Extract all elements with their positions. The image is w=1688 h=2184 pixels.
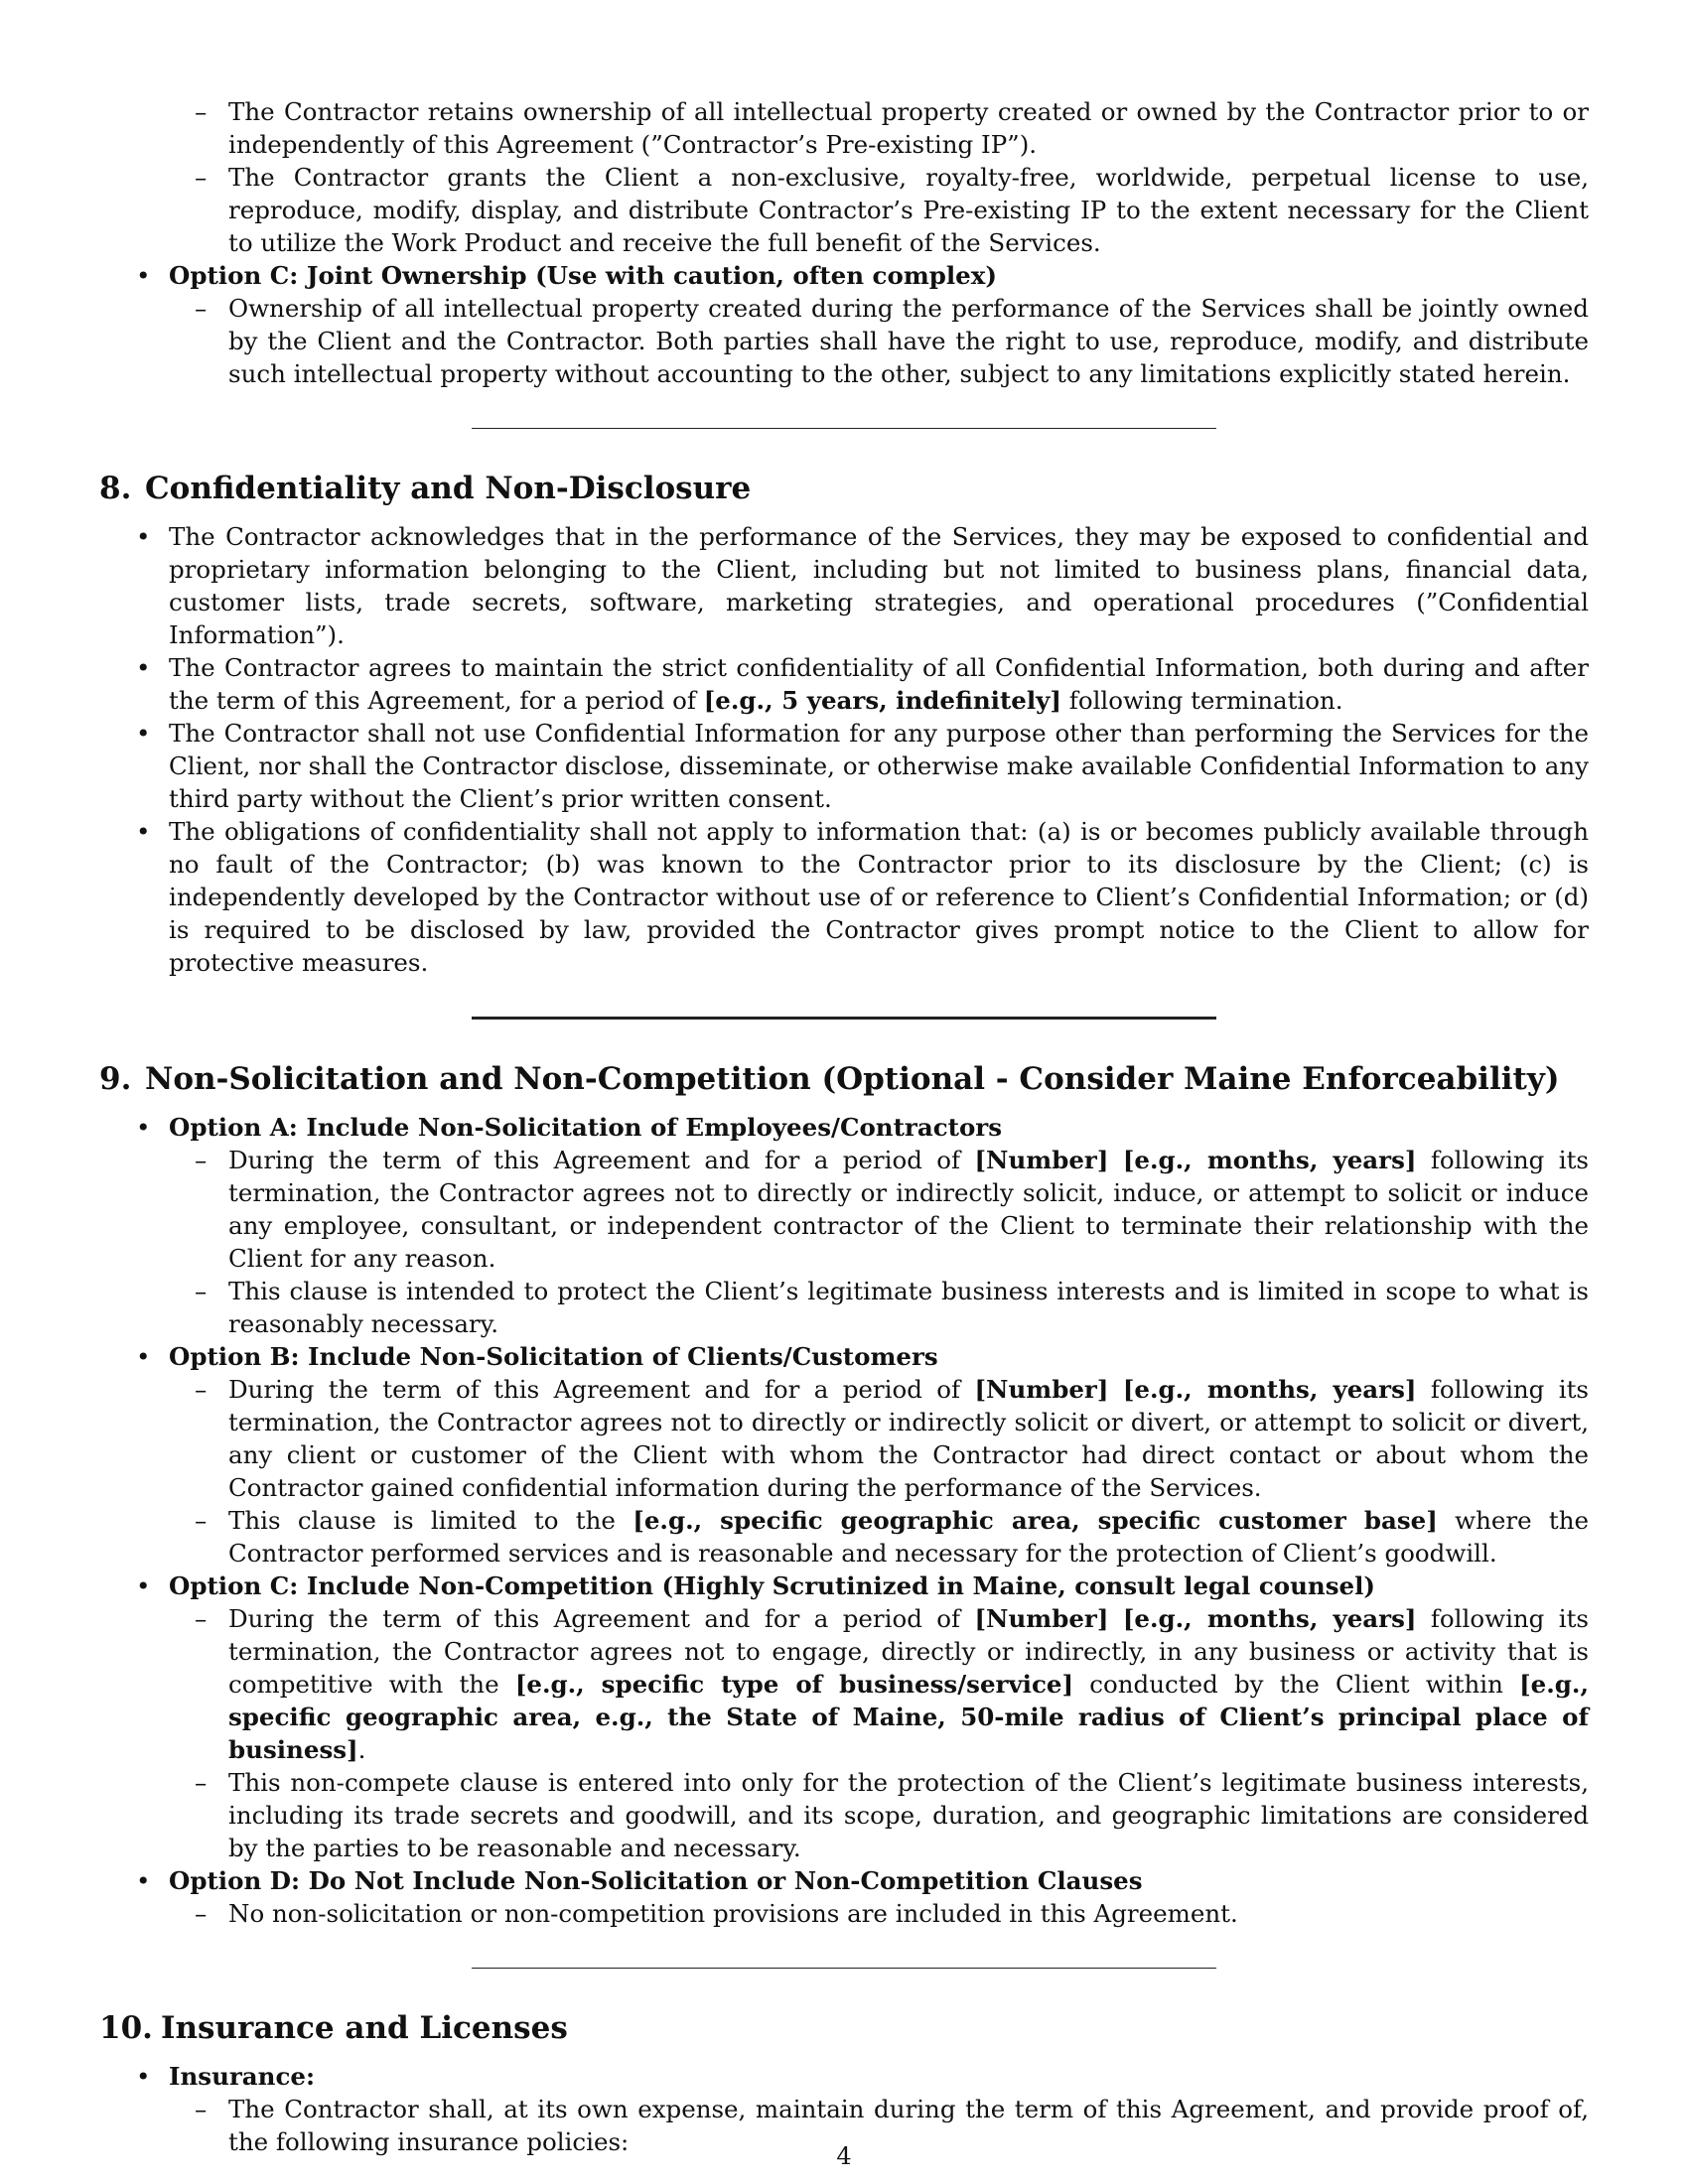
list-item: – This non-compete clause is entered into only for the protection of the Client’s legitimate business interests, including its trade secrets and goodwill, and its scope, duration, and geographic limitations are considered by the parties to be reasonable and necessary. — [195, 1768, 1589, 1862]
section-heading: 8. Confidentiality and Non-Disclosure — [99, 471, 752, 506]
dash-marker: – — [195, 1506, 208, 1535]
list-item — [99, 1340, 1589, 1373]
list-item — [99, 1111, 1589, 1144]
section-divider — [472, 428, 1216, 429]
placeholder-text: [Number] — [974, 1146, 1109, 1174]
option-title: Option A: Include Non-Solicitation of Employees/Contractors — [169, 1113, 1002, 1142]
section-divider — [472, 1017, 1216, 1020]
list-item — [99, 259, 1589, 292]
placeholder-text: [e.g., months, years] — [1122, 1604, 1417, 1633]
list-item: – During the term of this Agreement and for a period of [Number] [e.g., months, years] following its termination, the Contractor agrees not to engage, directly or indirectly, in any business or activity that is competitive with the [e.g., specific type of business/service] conducted by the Client within [e.g., specific geographic area, e.g., the State of Maine, 50-mile radius of Client’s principal place of business]. — [195, 1604, 1590, 1764]
list-item: – This clause is limited to the [e.g., specific geographic area, specific customer base] where the Contractor performed services and is reasonable and necessary for the protection of Client’s goodwill. — [195, 1506, 1589, 1568]
section-divider — [472, 1968, 1216, 1969]
page-content — [99, 95, 1589, 2158]
dash-marker: – — [195, 1899, 208, 1928]
bullet-marker: • — [136, 1342, 151, 1371]
dash-marker: – — [195, 163, 208, 192]
bullet-marker: • — [136, 1571, 151, 1600]
placeholder-text: [e.g., specific geographic area, e.g., the State of Maine, 50-mile radius of Client’s principal place of business] — [228, 1670, 1589, 1764]
list-item: – During the term of this Agreement and for a period of [Number] [e.g., months, years] following its termination, the Contractor agrees not to directly or indirectly solicit or divert, or attempt to solicit or divert, any client or customer of the Client with whom the Contractor had direct contact or about whom the Contractor gained confidential information during the performance of the Services. — [195, 1375, 1590, 1502]
list-item: • The Contractor shall not use Confidential Information for any purpose other than performing the Services for the Client, nor shall the Contractor disclose, disseminate, or otherwise make available Confidential Information to any third party without the Client’s prior written consent. — [136, 719, 1589, 813]
dash-marker: – — [195, 1277, 208, 1305]
option-title: Option D: Do Not Include Non-Solicitation or Non-Competition Clauses — [169, 1866, 1143, 1895]
option-title: Insurance: — [169, 2062, 316, 2091]
list-item: • The Contractor agrees to maintain the strict confidentiality of all Confidential Information, both during and after the term of this Agreement, for a period of [e.g., 5 years, indefinitely] following termination. — [136, 653, 1589, 715]
list-item: • The Contractor acknowledges that in the performance of the Services, they may be exposed to confidential and proprietary information belonging to the Client, including but not limited to business plans, financial data, customer lists, trade secrets, software, marketing strategies, and operational procedures (”Confidential Information”). — [136, 522, 1589, 649]
list-item: • The obligations of confidentiality shall not apply to information that: (a) is or becomes publicly available through no fault of the Contractor; (b) was known to the Contractor prior to its disclosure by the Client; (c) is independently developed by the Contractor without use of or reference to Client’s Confidential Information; or (d) is required to be disclosed by law, provided the Contractor gives prompt notice to the Client to allow for protective measures. — [136, 817, 1589, 977]
dash-marker: – — [195, 1768, 208, 1797]
list-item: – This clause is intended to protect the Client’s legitimate business interests and is limited in scope to what is reasonably necessary. — [195, 1277, 1589, 1338]
list-item: – The Contractor retains ownership of all intellectual property created or owned by the Contractor prior to or independently of this Agreement (”Contractor’s Pre-existing IP”). — [195, 97, 1589, 159]
dash-marker: – — [195, 1375, 208, 1404]
option-title: Option B: Include Non-Solicitation of Clients/Customers — [169, 1342, 938, 1371]
list-item — [99, 1570, 1589, 1602]
bullet-marker: • — [136, 653, 151, 682]
dash-marker: – — [195, 1604, 208, 1633]
list-item: – Ownership of all intellectual property created during the performance of the Services shall be jointly owned by the Client and the Contractor. Both parties shall have the right to use, reproduce, modify, and distribute such intellectual property without accounting to the other, subject to any limitations explicitly stated herein. — [195, 294, 1589, 388]
dash-marker: – — [195, 97, 208, 126]
bullet-marker: • — [136, 817, 151, 846]
dash-marker: – — [195, 2095, 208, 2123]
list-item — [99, 1864, 1589, 1897]
list-item: – No non-solicitation or non-competition provisions are included in this Agreement. — [195, 1899, 1238, 1928]
placeholder-text: [e.g., months, years] — [1122, 1146, 1417, 1174]
list-item — [99, 2060, 1589, 2093]
bullet-marker: • — [136, 1866, 151, 1895]
placeholder-text: [e.g., 5 years, indefinitely] — [703, 686, 1061, 715]
option-title: Option C: Joint Ownership (Use with caution, often complex) — [169, 261, 997, 290]
bullet-marker: • — [136, 719, 151, 748]
placeholder-text: [e.g., specific geographic area, specific customer base] — [633, 1506, 1438, 1535]
placeholder-text: [e.g., months, years] — [1122, 1375, 1417, 1404]
list-item: – The Contractor shall, at its own expense, maintain during the term of this Agreement, and provide proof of, the following insurance policies: — [195, 2095, 1589, 2156]
placeholder-text: [Number] — [974, 1604, 1109, 1633]
bullet-marker: • — [136, 261, 151, 290]
bullet-marker: • — [136, 1113, 151, 1142]
list-item: – The Contractor grants the Client a non-exclusive, royalty-free, worldwide, perpetual license to use, reproduce, modify, display, and distribute Contractor’s Pre-existing IP to the extent necessary for the Client to utilize the Work Product and receive the full benefit of the Services. — [195, 163, 1589, 257]
section-heading: 10. Insurance and Licenses — [99, 2010, 568, 2046]
option-title: Option C: Include Non-Competition (Highly Scrutinized in Maine, consult legal counsel) — [169, 1571, 1375, 1600]
page-number: 4 — [836, 2142, 852, 2170]
section-heading: 9. Non-Solicitation and Non-Competition (Optional - Consider Maine Enforceability) — [99, 1061, 1560, 1097]
bullet-marker: • — [136, 522, 151, 551]
placeholder-text: [Number] — [974, 1375, 1109, 1404]
placeholder-text: [e.g., specific type of business/service] — [514, 1670, 1074, 1699]
dash-marker: – — [195, 294, 208, 323]
list-item: – During the term of this Agreement and for a period of [Number] [e.g., months, years] following its termination, the Contractor agrees not to directly or indirectly solicit, induce, or attempt to solicit or induce any employee, consultant, or independent contractor of the Client to terminate their relationship with the Client for any reason. — [195, 1146, 1590, 1273]
dash-marker: – — [195, 1146, 208, 1174]
bullet-marker: • — [136, 2062, 151, 2091]
